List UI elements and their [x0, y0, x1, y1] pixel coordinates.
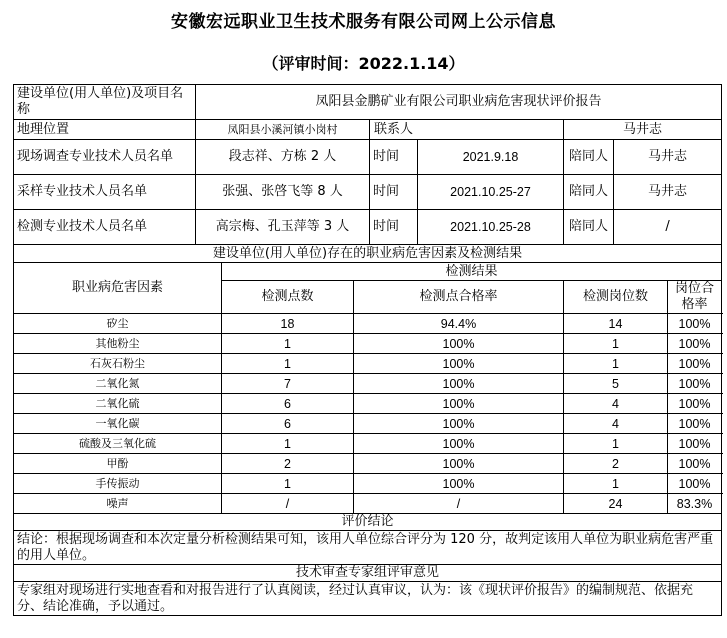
table-row	[14, 414, 722, 434]
survey-time: 2021.9.18	[418, 140, 564, 175]
point-rate-cell: 100%	[354, 454, 564, 474]
document-title: 安徽宏远职业卫生技术服务有限公司网上公示信息	[171, 12, 556, 32]
factor-name: 手传振动	[14, 474, 222, 494]
points-cell: 6	[222, 414, 354, 434]
post-rate-cell: 100%	[668, 474, 722, 494]
table-row	[14, 314, 722, 334]
contact-label: 联系人	[370, 120, 564, 140]
post-rate-cell: 83.3%	[668, 494, 722, 514]
survey-value: 段志祥、方栋 2 人	[196, 140, 370, 175]
results-section-header	[14, 245, 722, 263]
sampling-accompany: 马井志	[614, 175, 722, 210]
point-rate-cell: 100%	[354, 434, 564, 454]
sampling-row	[14, 175, 722, 210]
table-row	[14, 354, 722, 374]
table-row	[14, 434, 722, 454]
post-rate-cell: 100%	[668, 374, 722, 394]
factor-name: 甲酚	[14, 454, 222, 474]
post-rate-cell: 100%	[668, 394, 722, 414]
points-cell: 7	[222, 374, 354, 394]
factor-name: 其他粉尘	[14, 334, 222, 354]
disclosure-table	[13, 84, 722, 616]
posts-cell: 2	[564, 454, 668, 474]
survey-accompany: 马井志	[614, 140, 722, 175]
survey-label: 现场调查专业技术人员名单	[14, 140, 196, 175]
point-rate-cell: /	[354, 494, 564, 514]
survey-accompany-label: 陪同人	[564, 140, 614, 175]
col-point-rate: 检测点合格率	[354, 281, 564, 314]
testing-time-label: 时间	[370, 210, 418, 245]
point-rate-cell: 100%	[354, 394, 564, 414]
points-cell: 1	[222, 474, 354, 494]
factor-name: 硫酸及三氧化硫	[14, 434, 222, 454]
conclusion-text: 结论：根据现场调查和本次定量分析检测结果可知，该用人单位综合评分为 120 分，故判定该用人单位为职业病危害严重的用人单位。	[14, 531, 722, 565]
conclusion-header-row	[14, 514, 722, 531]
testing-label: 检测专业技术人员名单	[14, 210, 196, 245]
posts-cell: 5	[564, 374, 668, 394]
location-label: 地理位置	[14, 120, 196, 140]
factor-name: 石灰石粉尘	[14, 354, 222, 374]
point-rate-cell: 100%	[354, 334, 564, 354]
points-cell: 2	[222, 454, 354, 474]
testing-value: 高宗梅、孔玉萍等 3 人	[196, 210, 370, 245]
points-cell: 6	[222, 394, 354, 414]
factor-name: 矽尘	[14, 314, 222, 334]
col-points: 检测点数	[222, 281, 354, 314]
sampling-time: 2021.10.25-27	[418, 175, 564, 210]
project-row	[14, 85, 722, 120]
post-rate-cell: 100%	[668, 434, 722, 454]
conclusion-row	[14, 531, 722, 565]
survey-time-label: 时间	[370, 140, 418, 175]
posts-cell: 1	[564, 354, 668, 374]
unit-value: 凤阳县金鹏矿业有限公司职业病危害现状评价报告	[196, 85, 722, 120]
posts-cell: 14	[564, 314, 668, 334]
location-row	[14, 120, 722, 140]
unit-label: 建设单位(用人单位)及项目名称	[14, 85, 196, 120]
table-row	[14, 334, 722, 354]
review-date: （评审时间：2022.1.14）	[262, 54, 465, 73]
conclusion-title: 评价结论	[14, 514, 722, 531]
post-rate-cell: 100%	[668, 414, 722, 434]
point-rate-cell: 100%	[354, 474, 564, 494]
posts-cell: 1	[564, 334, 668, 354]
location-value: 凤阳县小溪河镇小岗村	[196, 120, 370, 140]
review-text: 专家组对现场进行实地查看和对报告进行了认真阅读，经过认真审议，认为：该《现状评价报告》的编制规范、依据充分、结论准确，予以通过。	[14, 582, 722, 616]
factor-header: 职业病危害因素	[14, 263, 222, 314]
col-post-rate: 岗位合格率	[668, 281, 722, 314]
sampling-value: 张强、张啓飞等 8 人	[196, 175, 370, 210]
post-rate-cell: 100%	[668, 314, 722, 334]
col-posts: 检测岗位数	[564, 281, 668, 314]
table-row	[14, 454, 722, 474]
sampling-label: 采样专业技术人员名单	[14, 175, 196, 210]
post-rate-cell: 100%	[668, 334, 722, 354]
post-rate-cell: 100%	[668, 454, 722, 474]
factor-name: 一氧化碳	[14, 414, 222, 434]
point-rate-cell: 100%	[354, 354, 564, 374]
points-cell: 1	[222, 434, 354, 454]
testing-accompany-label: 陪同人	[564, 210, 614, 245]
point-rate-cell: 100%	[354, 374, 564, 394]
posts-cell: 1	[564, 434, 668, 454]
review-header-row	[14, 565, 722, 582]
posts-cell: 24	[564, 494, 668, 514]
point-rate-cell: 94.4%	[354, 314, 564, 334]
points-cell: /	[222, 494, 354, 514]
table-row	[14, 494, 722, 514]
sampling-accompany-label: 陪同人	[564, 175, 614, 210]
points-cell: 1	[222, 334, 354, 354]
points-cell: 18	[222, 314, 354, 334]
posts-cell: 4	[564, 394, 668, 414]
factor-name: 二氧化硫	[14, 394, 222, 414]
review-title: 技术审查专家组评审意见	[14, 565, 722, 582]
sampling-time-label: 时间	[370, 175, 418, 210]
point-rate-cell: 100%	[354, 414, 564, 434]
posts-cell: 1	[564, 474, 668, 494]
table-row	[14, 394, 722, 414]
contact-value: 马井志	[564, 120, 722, 140]
testing-row	[14, 210, 722, 245]
post-rate-cell: 100%	[668, 354, 722, 374]
table-row	[14, 474, 722, 494]
results-group-header-row	[14, 263, 722, 281]
results-section-title: 建设单位(用人单位)存在的职业病危害因素及检测结果	[14, 245, 722, 263]
posts-cell: 4	[564, 414, 668, 434]
table-row	[14, 374, 722, 394]
factor-name: 噪声	[14, 494, 222, 514]
factor-name: 二氧化氮	[14, 374, 222, 394]
testing-time: 2021.10.25-28	[418, 210, 564, 245]
results-group-header: 检测结果	[222, 263, 722, 281]
testing-accompany: /	[614, 210, 722, 245]
survey-row	[14, 140, 722, 175]
review-row	[14, 582, 722, 616]
points-cell: 1	[222, 354, 354, 374]
